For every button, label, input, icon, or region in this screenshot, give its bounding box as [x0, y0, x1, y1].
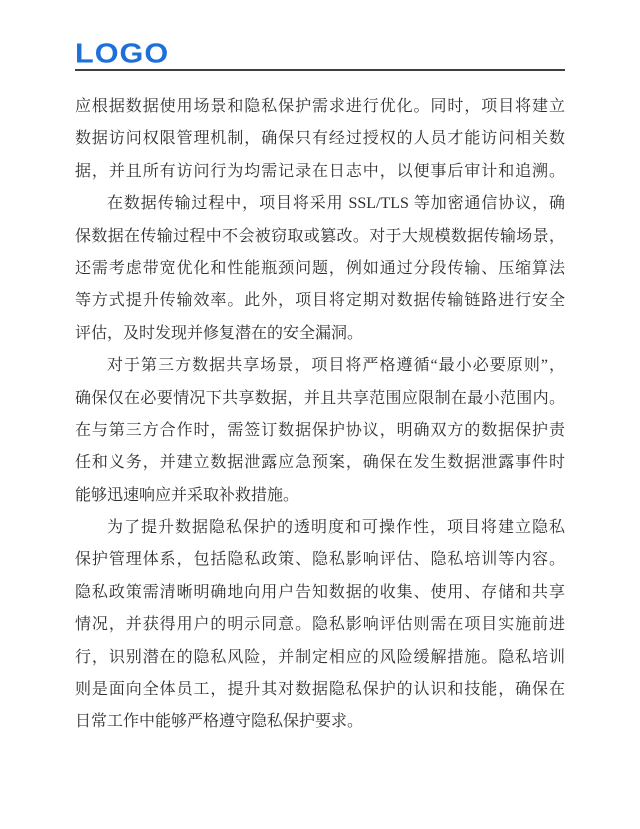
company-logo: LOGO	[75, 38, 170, 69]
text-line: 任和义务，并建立数据泄露应急预案，确保在发生数据泄露事件时	[75, 454, 565, 472]
text-line: 应根据数据使用场景和隐私保护需求进行优化。同时，项目将建立	[75, 98, 565, 115]
paragraph	[75, 91, 565, 188]
text-line: 在数据传输过程中，项目将采用 SSL/TLS 等加密通信协议，确	[107, 195, 565, 213]
text-line: 等方式提升传输效率。此外，项目将定期对数据传输链路进行安全	[75, 292, 565, 310]
text-line: 还需考虑带宽优化和性能瓶颈问题，例如通过分段传输、压缩算法	[75, 259, 565, 277]
text-line: 则是面向全体员工，提升其对数据隐私保护的认识和技能，确保在	[75, 681, 565, 699]
text-line: 能够迅速响应并采取补救措施。	[75, 486, 300, 504]
header-divider	[75, 69, 565, 71]
text-line: 为了提升数据隐私保护的透明度和可操作性，项目将建立隐私	[107, 519, 565, 537]
text-line: 在与第三方合作时，需签订数据保护协议，明确双方的数据保护责	[75, 421, 565, 439]
page-header	[75, 0, 565, 71]
document-body	[75, 91, 565, 739]
text-line: 评估，及时发现并修复潜在的安全漏洞。	[75, 324, 364, 342]
text-line: 确保仅在必要情况下共享数据，并且共享范围应限制在最小范围内。	[75, 389, 565, 407]
text-line: 保护管理体系，包括隐私政策、隐私影响评估、隐私培训等内容。	[75, 551, 565, 569]
text-line: 数据访问权限管理机制，确保只有经过授权的人员才能访问相关数	[75, 130, 565, 148]
paragraph	[75, 512, 565, 739]
text-line: 据，并且所有访问行为均需记录在日志中，以便事后审计和追溯。	[75, 162, 565, 180]
text-line: 日常工作中能够严格遵守隐私保护要求。	[75, 713, 364, 731]
text-line: 情况，并获得用户的明示同意。隐私影响评估则需在项目实施前进	[75, 616, 565, 634]
text-line: 对于第三方数据共享场景，项目将严格遵循“最小必要原则”，	[107, 357, 565, 375]
text-line: 保数据在传输过程中不会被窃取或篡改。对于大规模数据传输场景，	[75, 227, 565, 245]
paragraph	[75, 350, 565, 512]
paragraph	[75, 188, 565, 350]
text-line: 行，识别潜在的隐私风险，并制定相应的风险缓解措施。隐私培训	[75, 648, 565, 666]
text-line: 隐私政策需清晰明确地向用户告知数据的收集、使用、存储和共享	[75, 583, 565, 601]
